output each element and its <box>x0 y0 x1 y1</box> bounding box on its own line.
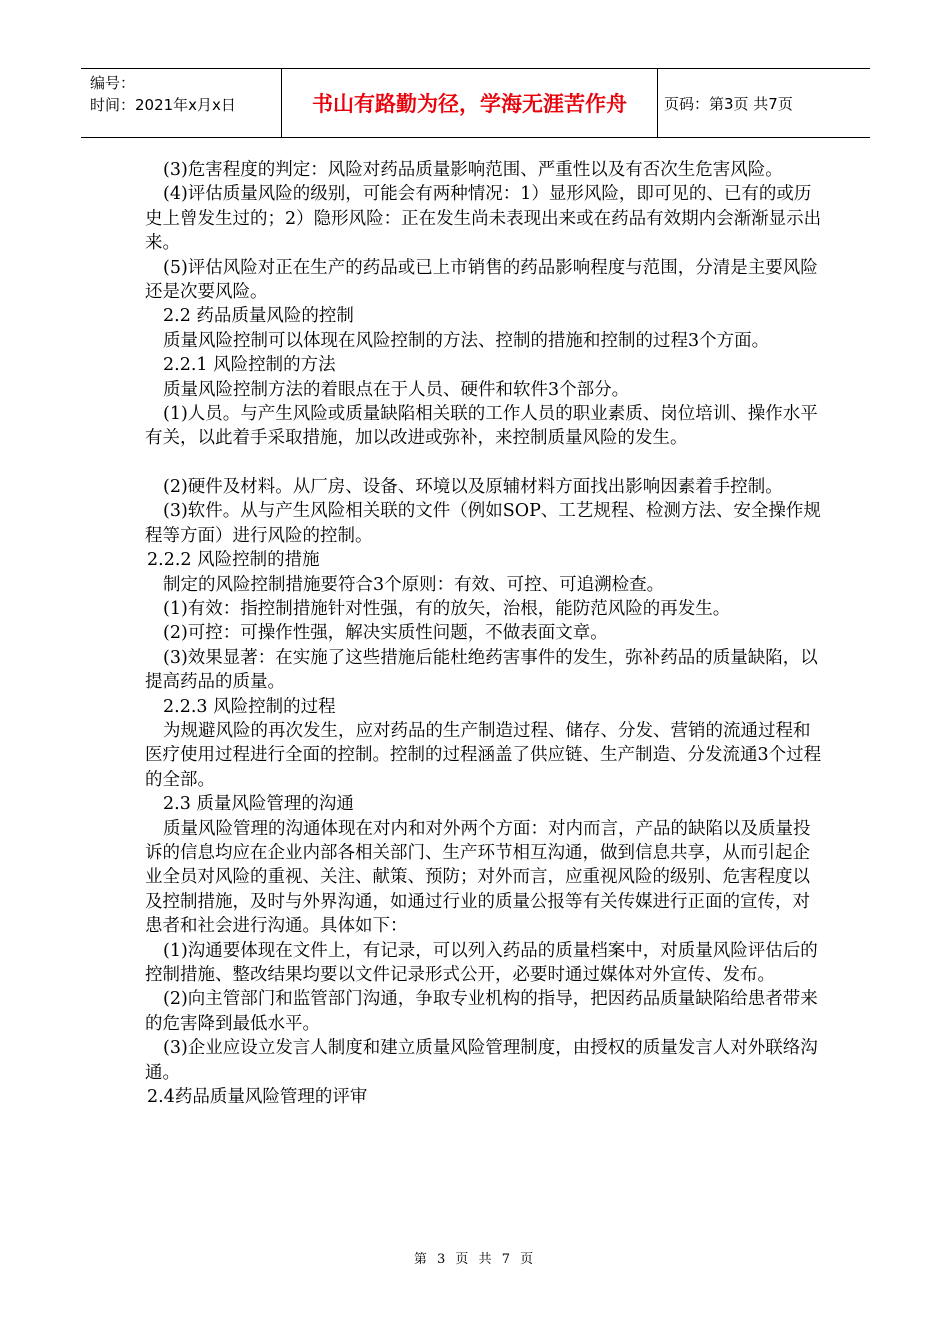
paragraph: (3)危害程度的判定：风险对药品质量影响范围、严重性以及有否次生危害风险。 <box>163 160 783 180</box>
document-number-label: 编号： <box>90 74 136 92</box>
paragraph: (1)沟通要体现在文件上，有记录，可以列入药品的质量档案中，对质量风险评估后的控制措施、整改结果均要以文件记录形式公开，必要时通过媒体对外宣传、发布。 <box>145 940 818 985</box>
paragraph: (2)向主管部门和监管部门沟通，争取专业机构的指导，把因药品质量缺陷给患者带来的危害降到最低水平。 <box>145 989 818 1034</box>
paragraph: 质量风险控制可以体现在风险控制的方法、控制的措施和控制的过程3个方面。 <box>163 330 770 351</box>
paragraph: (1)有效：指控制措施针对性强，有的放矢，治根，能防范风险的再发生。 <box>163 598 731 619</box>
section-heading: 2.2 药品质量风险的控制 <box>163 306 354 327</box>
paragraph: (2)可控：可操作性强，解决实质性问题，不做表面文章。 <box>163 623 608 644</box>
paragraph: 制定的风险控制措施要符合3个原则：有效、可控、可追溯检查。 <box>163 574 665 595</box>
paragraph: (3)企业应设立发言人制度和建立质量风险管理制度，由授权的质量发言人对外联络沟通。 <box>145 1038 818 1083</box>
document-header <box>81 68 870 138</box>
paragraph: (3)软件。从与产生风险相关联的文件（例如SOP、工艺规程、检测方法、安全操作规程等方面）进行风险的控制。 <box>145 501 821 546</box>
header-slogan: 书山有路勤为径，学海无涯苦作舟 <box>282 69 658 137</box>
document-body <box>145 158 825 1109</box>
paragraph: 质量风险控制方法的着眼点在于人员、硬件和软件3个部分。 <box>163 379 630 400</box>
section-heading: 2.2.3 风险控制的过程 <box>163 696 336 717</box>
header-page-info: 页码：第3页 共7页 <box>664 94 793 113</box>
paragraph: (5)评估风险对正在生产的药品或已上市销售的药品影响程度与范围，分清是主要风险还是次要风险。 <box>145 257 818 303</box>
paragraph: 为规避风险的再次发生，应对药品的生产制造过程、储存、分发、营销的流通过程和医疗使用过程进行全面的控制。控制的过程涵盖了供应链、生产制造、分发流通3个过程的全部。 <box>145 720 822 790</box>
paragraph: (4)评估质量风险的级别，可能会有两种情况：1）显形风险，即可见的、已有的或历史上曾发生过的；2）隐形风险：正在发生尚未表现出来或在药品有效期内会渐渐显示出来。 <box>145 184 822 254</box>
header-meta <box>81 69 282 137</box>
paragraph: (3)效果显著：在实施了这些措施后能杜绝药害事件的发生，弥补药品的质量缺陷，以提高药品的质量。 <box>145 647 818 693</box>
section-heading: 2.2.2 风险控制的措施 <box>147 550 320 571</box>
document-date: 时间：2021年x月x日 <box>90 96 236 114</box>
section-heading: 2.3 质量风险管理的沟通 <box>163 794 354 815</box>
paragraph: (2)硬件及材料。从厂房、设备、环境以及原辅材料方面找出影响因素着手控制。 <box>163 476 783 497</box>
paragraph: (1)人员。与产生风险或质量缺陷相关联的工作人员的职业素质、岗位培训、操作水平有关，以此着手采取措施，加以改进或弥补，来控制质量风险的发生。 <box>145 404 818 449</box>
paragraph: 质量风险管理的沟通体现在对内和对外两个方面：对内而言，产品的缺陷以及质量投诉的信息均应在企业内部各相关部门、生产环节相互沟通，做到信息共享，从而引起企业全员对风险的重视、关注、献策、预防；对外而言，应重视风险的级别、危害程度以及控制措施，及时与外界沟通，如通过行业的质量公报等有关传媒进行正面的宣传，对患者和社会进行沟通。具体如下： <box>145 818 811 937</box>
section-heading: 2.4药品质量风险管理的评审 <box>147 1087 368 1108</box>
page-footer: 第 3 页 共 7 页 <box>413 1252 537 1267</box>
section-heading: 2.2.1 风险控制的方法 <box>163 355 336 376</box>
